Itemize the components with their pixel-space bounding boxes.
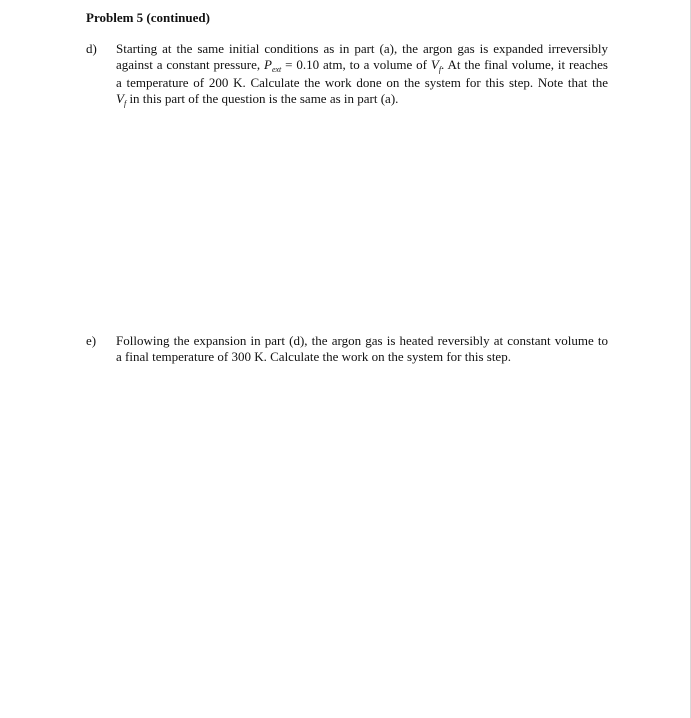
volume-subscript-2: f [123,99,127,108]
part-e-line-2: a final temperature of 300 K. Calculate the work on the system for this step. [116,349,511,364]
part-d-line-2-start: against a constant pressure, [116,57,264,72]
pressure-symbol: P [264,57,272,72]
part-d-line-2 [116,57,608,75]
volume-subscript: f [438,65,442,74]
pressure-subscript: ext [271,65,282,74]
part-e-label: e) [86,333,97,348]
volume-symbol: V [430,57,439,72]
part-d-line-1: Starting at the same initial conditions as in part (a), the argon gas is expanded irreversibly [116,41,608,56]
volume-symbol-2: V [116,91,124,106]
part-d-line-4 [116,91,608,109]
part-d-line-4-text: in this part of the question is the same as in part (a). [126,91,399,106]
part-d-label: d) [86,41,97,56]
part-d-line-2-middle: = 0.10 atm, to a volume of [281,57,431,72]
part-d-line-2-end: . At the final volume, it reaches [441,57,608,72]
part-d-line-3: a temperature of 200 K. Calculate the work done on the system for this step. Note that the [116,75,608,90]
problem-heading: Problem 5 (continued) [86,10,210,25]
part-e-text [116,333,608,365]
part-d-text [116,41,608,109]
part-e-line-1: Following the expansion in part (d), the argon gas is heated reversibly at constant volume to [116,333,608,348]
